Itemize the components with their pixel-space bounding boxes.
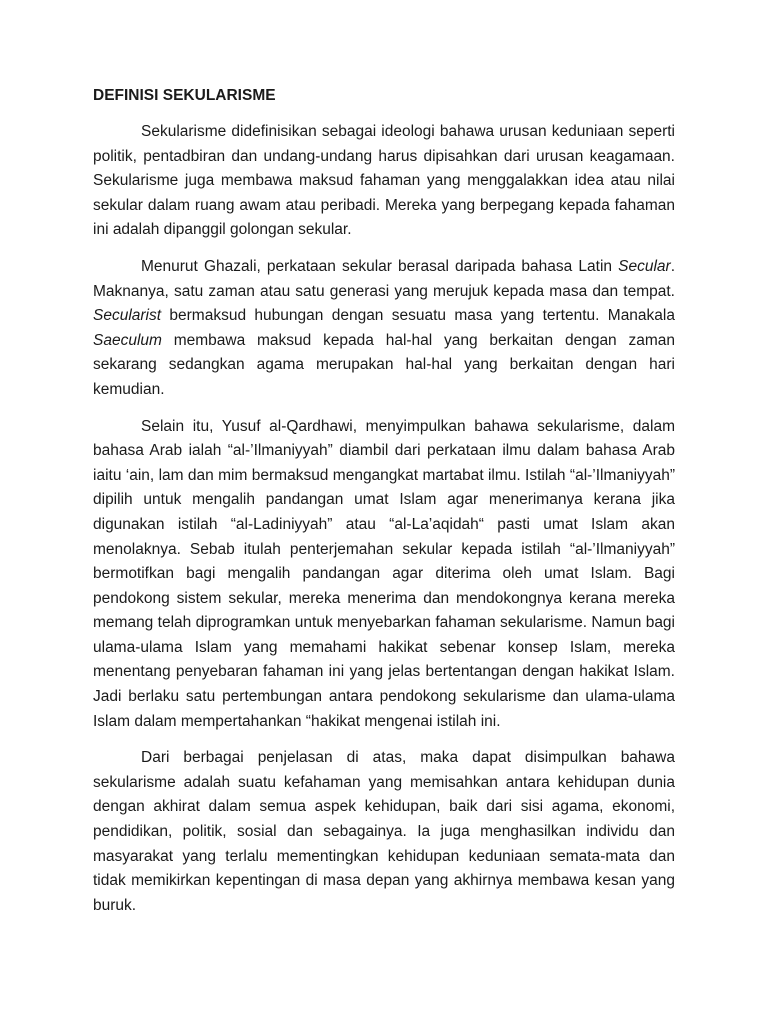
document-heading: DEFINISI SEKULARISME	[93, 87, 276, 104]
paragraph-ghazali	[93, 255, 675, 403]
paragraph-qardhawi: Selain itu, Yusuf al-Qardhawi, menyimpulkan bahawa sekularisme, dalam bahasa Arab ialah “al-’Ilmaniyyah” diambil dari perkataan ilmu dalam bahasa Arab iaitu ‘ain, lam dan mim bermaksud mengangkat martabat ilmu. Istilah “al-’Ilmaniyyah” dipilih untuk mengalih pandangan umat Islam agar menerimanya kerana jika digunakan istilah “al-Ladiniyyah” atau “al-La’aqidah“ pasti umat Islam akan menolaknya. Sebab itulah penterjemahan sekular kepada istilah “al-’Ilmaniyyah” bermotifkan bagi mengalih pandangan agar diterima oleh umat Islam. Bagi pendokong sistem sekular, mereka menerima dan mendokongnya kerana mereka memang telah diprogramkan untuk menyebarkan fahaman sekularisme. Namun bagi ulama-ulama Islam yang memahami hakikat sebenar konsep Islam, mereka menentang penyebaran fahaman ini yang jelas bertentangan dengan hakikat Islam. Jadi berlaku satu pertembungan antara pendokong sekularisme dan ulama-ulama Islam dalam mempertahankan “hakikat mengenai istilah ini.	[93, 417, 675, 730]
paragraph-ghazali-text-2: . Maknanya, satu zaman atau satu generasi yang merujuk kepada masa dan tempat.	[93, 257, 675, 300]
document-page	[93, 84, 675, 930]
paragraph-ghazali-text-4: membawa maksud kepada hal-hal yang berkaitan dengan zaman sekarang sedangkan agama merupakan hal-hal yang berkaitan dengan hari kemudian.	[93, 331, 675, 398]
term-saeculum: Saeculum	[93, 331, 162, 349]
paragraph-conclusion: Dari berbagai penjelasan di atas, maka dapat disimpulkan bahawa sekularisme adalah suatu kefahaman yang memisahkan antara kehidupan dunia dengan akhirat dalam semua aspek kehidupan, baik dari sisi agama, ekonomi, pendidikan, politik, sosial dan sebagainya. Ia juga menghasilkan individu dan masyarakat yang terlalu mementingkan kehidupan keduniaan semata-mata dan tidak memikirkan kepentingan di masa depan yang akhirnya membawa kesan yang buruk.	[93, 749, 675, 914]
paragraph-definition: Sekularisme didefinisikan sebagai ideologi bahawa urusan keduniaan seperti politik, pentadbiran dan undang-undang harus dipisahkan dari urusan keagamaan. Sekularisme juga membawa maksud fahaman yang menggalakkan idea atau nilai sekular dalam ruang awam atau peribadi. Mereka yang berpegang kepada fahaman ini adalah dipanggil golongan sekular.	[93, 123, 675, 239]
term-secularist: Secularist	[93, 307, 162, 325]
paragraph-ghazali-text-1: Menurut Ghazali, perkataan sekular berasal daripada bahasa Latin	[141, 257, 619, 275]
paragraph-ghazali-text-3: bermaksud hubungan dengan sesuatu masa yang tertentu. Manakala	[161, 307, 675, 325]
term-secular: Secular	[618, 257, 671, 275]
